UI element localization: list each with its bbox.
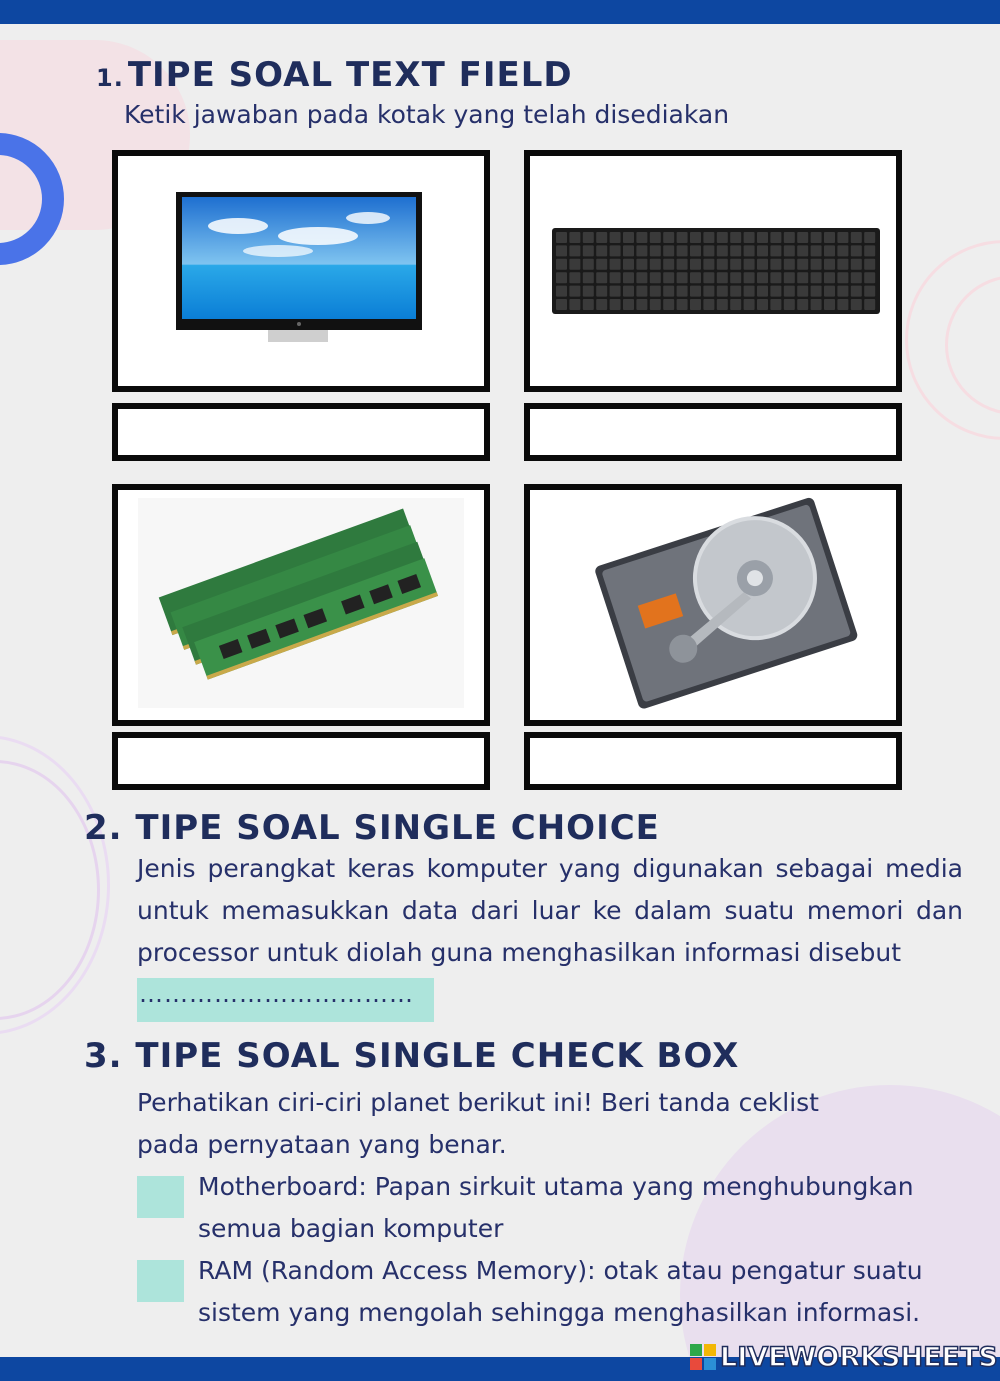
keyboard-key [851, 299, 862, 310]
keyboard-key [596, 259, 607, 270]
keyboard-key [636, 286, 647, 297]
logo-text: LIVEWORKSHEETS [720, 1341, 998, 1373]
section2-question: Jenis perangkat keras komputer yang digunakan sebagai media untuk memasukkan data dari luar ke dalam suatu memori dan processor untuk diolah guna menghasilkan informasi disebut [137, 854, 963, 967]
keyboard-key [824, 232, 835, 243]
keyboard-key [851, 245, 862, 256]
keyboard-key [730, 272, 741, 283]
keyboard-key [797, 259, 808, 270]
keyboard-key [677, 259, 688, 270]
answer-field-3[interactable] [112, 732, 490, 790]
section3-title [84, 1036, 739, 1076]
section1-number: 1. [96, 64, 124, 92]
keyboard-key [610, 232, 621, 243]
keyboard-key [837, 232, 848, 243]
keyboard-key [770, 245, 781, 256]
keyboard-key [569, 245, 580, 256]
keyboard-key [824, 299, 835, 310]
keyboard-key [730, 299, 741, 310]
keyboard-key [797, 245, 808, 256]
keyboard-key [717, 259, 728, 270]
keyboard-key [757, 286, 768, 297]
keyboard-key [623, 286, 634, 297]
keyboard-key [851, 286, 862, 297]
keyboard-key [703, 245, 714, 256]
keyboard-key [596, 272, 607, 283]
keyboard-key [784, 272, 795, 283]
keyboard-key [744, 232, 755, 243]
keyboard-key [690, 232, 701, 243]
keyboard-key [717, 232, 728, 243]
section1-title [96, 55, 573, 95]
keyboard-key [650, 259, 661, 270]
keyboard-key [770, 259, 781, 270]
option-2-line1: RAM (Random Access Memory): otak atau pengatur suatu [198, 1256, 923, 1285]
keyboard-key [811, 259, 822, 270]
keyboard-key [784, 245, 795, 256]
keyboard-key [663, 245, 674, 256]
section3-number: 3. [84, 1036, 123, 1076]
keyboard-key [770, 299, 781, 310]
keyboard-key [610, 259, 621, 270]
keyboard-key [837, 299, 848, 310]
keyboard-key [569, 232, 580, 243]
keyboard-key [824, 259, 835, 270]
monitor-picture [118, 156, 484, 386]
keyboard-key [730, 286, 741, 297]
keyboard-key [569, 286, 580, 297]
keyboard-key [663, 299, 674, 310]
keyboard-key [623, 299, 634, 310]
keyboard-key [569, 272, 580, 283]
keyboard-key [556, 232, 567, 243]
keyboard-key [663, 232, 674, 243]
keyboard-key [556, 299, 567, 310]
keyboard-key [797, 299, 808, 310]
image-card-hard-disk [524, 484, 902, 726]
section2-title [84, 808, 660, 848]
keyboard-key [837, 259, 848, 270]
keyboard-key [797, 232, 808, 243]
keyboard-key [744, 299, 755, 310]
keyboard-key [797, 272, 808, 283]
keyboard-key [811, 232, 822, 243]
keyboard-key [864, 259, 875, 270]
keyboard-key [650, 232, 661, 243]
logo-grid-icon [690, 1344, 716, 1370]
section3-instruction-line1: Perhatikan ciri-ciri planet berikut ini! Beri tanda ceklist [137, 1088, 819, 1117]
keyboard-picture [530, 156, 896, 386]
checkbox-option-2[interactable] [137, 1260, 184, 1302]
section2-number: 2. [84, 808, 123, 848]
keyboard-key [636, 245, 647, 256]
keyboard-key [770, 272, 781, 283]
keyboard-key [636, 259, 647, 270]
keyboard-key [811, 286, 822, 297]
keyboard-key [744, 245, 755, 256]
option-2-line2: sistem yang mengolah sehingga menghasilkan informasi. [198, 1298, 921, 1327]
keyboard-key [677, 286, 688, 297]
keyboard-key [690, 245, 701, 256]
keyboard-key [811, 245, 822, 256]
keyboard-key [703, 286, 714, 297]
keyboard-key [583, 299, 594, 310]
ram-picture [118, 490, 484, 720]
keyboard-key [596, 232, 607, 243]
keyboard-key [784, 259, 795, 270]
decor-ring [905, 240, 1000, 440]
keyboard-key [663, 259, 674, 270]
keyboard-key [623, 232, 634, 243]
keyboard-key [757, 259, 768, 270]
keyboard-key [864, 286, 875, 297]
keyboard-key [703, 272, 714, 283]
keyboard-key [717, 286, 728, 297]
section1-instruction: Ketik jawaban pada kotak yang telah disediakan [124, 100, 730, 129]
keyboard-key [556, 272, 567, 283]
keyboard-key [596, 245, 607, 256]
keyboard-key [610, 286, 621, 297]
keyboard-key [556, 259, 567, 270]
answer-field-1[interactable] [112, 403, 490, 461]
keyboard-key [837, 286, 848, 297]
keyboard-key [690, 259, 701, 270]
keyboard-key [864, 232, 875, 243]
keyboard-key [677, 272, 688, 283]
keyboard-key [703, 232, 714, 243]
keyboard-key [663, 272, 674, 283]
keyboard-key [757, 232, 768, 243]
section3-instruction-line2: pada pernyataan yang benar. [137, 1130, 507, 1159]
keyboard-key [623, 245, 634, 256]
section3-instruction [137, 1082, 819, 1166]
keyboard-key [730, 245, 741, 256]
keyboard-key [744, 259, 755, 270]
keyboard-key [837, 245, 848, 256]
answer-field-4[interactable] [524, 732, 902, 790]
keyboard-key [583, 259, 594, 270]
keyboard-key [677, 245, 688, 256]
keyboard-key [837, 272, 848, 283]
keyboard-key [784, 286, 795, 297]
keyboard-key [770, 232, 781, 243]
keyboard-key [744, 286, 755, 297]
keyboard-key [623, 259, 634, 270]
single-choice-answer-dropdown[interactable]: …………………………… [137, 978, 434, 1022]
keyboard-key [811, 272, 822, 283]
answer-field-2[interactable] [524, 403, 902, 461]
keyboard-key [583, 286, 594, 297]
keyboard-key [636, 299, 647, 310]
hard-disk-picture [530, 490, 896, 720]
keyboard-key [730, 232, 741, 243]
option-1-line2: semua bagian komputer [198, 1214, 504, 1243]
keyboard-key [690, 286, 701, 297]
keyboard-key [864, 245, 875, 256]
keyboard-key [623, 272, 634, 283]
keyboard-key [677, 232, 688, 243]
image-card-monitor [112, 150, 490, 392]
keyboard-key [784, 299, 795, 310]
keyboard-key [677, 299, 688, 310]
keyboard-key [717, 272, 728, 283]
keyboard-key [556, 286, 567, 297]
keyboard-key [770, 286, 781, 297]
keyboard-key [596, 299, 607, 310]
keyboard-key [851, 272, 862, 283]
keyboard-key [757, 299, 768, 310]
option-1-line1: Motherboard: Papan sirkuit utama yang menghubungkan [198, 1172, 914, 1201]
keyboard-key [610, 245, 621, 256]
keyboard-key [650, 286, 661, 297]
keyboard-key [690, 272, 701, 283]
keyboard-key [636, 272, 647, 283]
keyboard-key [650, 272, 661, 283]
keyboard-key [757, 272, 768, 283]
keyboard-key [650, 245, 661, 256]
checkbox-option-1[interactable] [137, 1176, 184, 1218]
keyboard-key [663, 286, 674, 297]
keyboard-key [824, 272, 835, 283]
keyboard-key [569, 259, 580, 270]
keyboard-key [583, 232, 594, 243]
image-card-keyboard [524, 150, 902, 392]
keyboard-key [797, 286, 808, 297]
keyboard-key [811, 299, 822, 310]
keyboard-key [757, 245, 768, 256]
section3-title-text: TIPE SOAL SINGLE CHECK BOX [135, 1036, 740, 1076]
keyboard-key [730, 259, 741, 270]
keyboard-key [583, 245, 594, 256]
keyboard-key [569, 299, 580, 310]
option-1-text [198, 1166, 914, 1250]
section1-title-text: TIPE SOAL TEXT FIELD [127, 55, 573, 95]
keyboard-key [717, 299, 728, 310]
keyboard-key [690, 299, 701, 310]
keyboard-key [864, 272, 875, 283]
section2-title-text: TIPE SOAL SINGLE CHOICE [135, 808, 660, 848]
keyboard-key [596, 286, 607, 297]
keyboard-key [864, 299, 875, 310]
keyboard-key [784, 232, 795, 243]
keyboard-key [703, 259, 714, 270]
option-2-text [198, 1250, 923, 1334]
keyboard-key [851, 232, 862, 243]
keyboard-key [824, 286, 835, 297]
liveworksheets-logo [690, 1342, 998, 1372]
keyboard-key [610, 272, 621, 283]
top-bar [0, 0, 1000, 24]
keyboard-key [610, 299, 621, 310]
keyboard-key [744, 272, 755, 283]
image-card-ram [112, 484, 490, 726]
keyboard-key [583, 272, 594, 283]
keyboard-key [824, 245, 835, 256]
keyboard-key [717, 245, 728, 256]
keyboard-key [636, 232, 647, 243]
keyboard-key [703, 299, 714, 310]
keyboard-key [650, 299, 661, 310]
keyboard-key [556, 245, 567, 256]
keyboard-key [851, 259, 862, 270]
